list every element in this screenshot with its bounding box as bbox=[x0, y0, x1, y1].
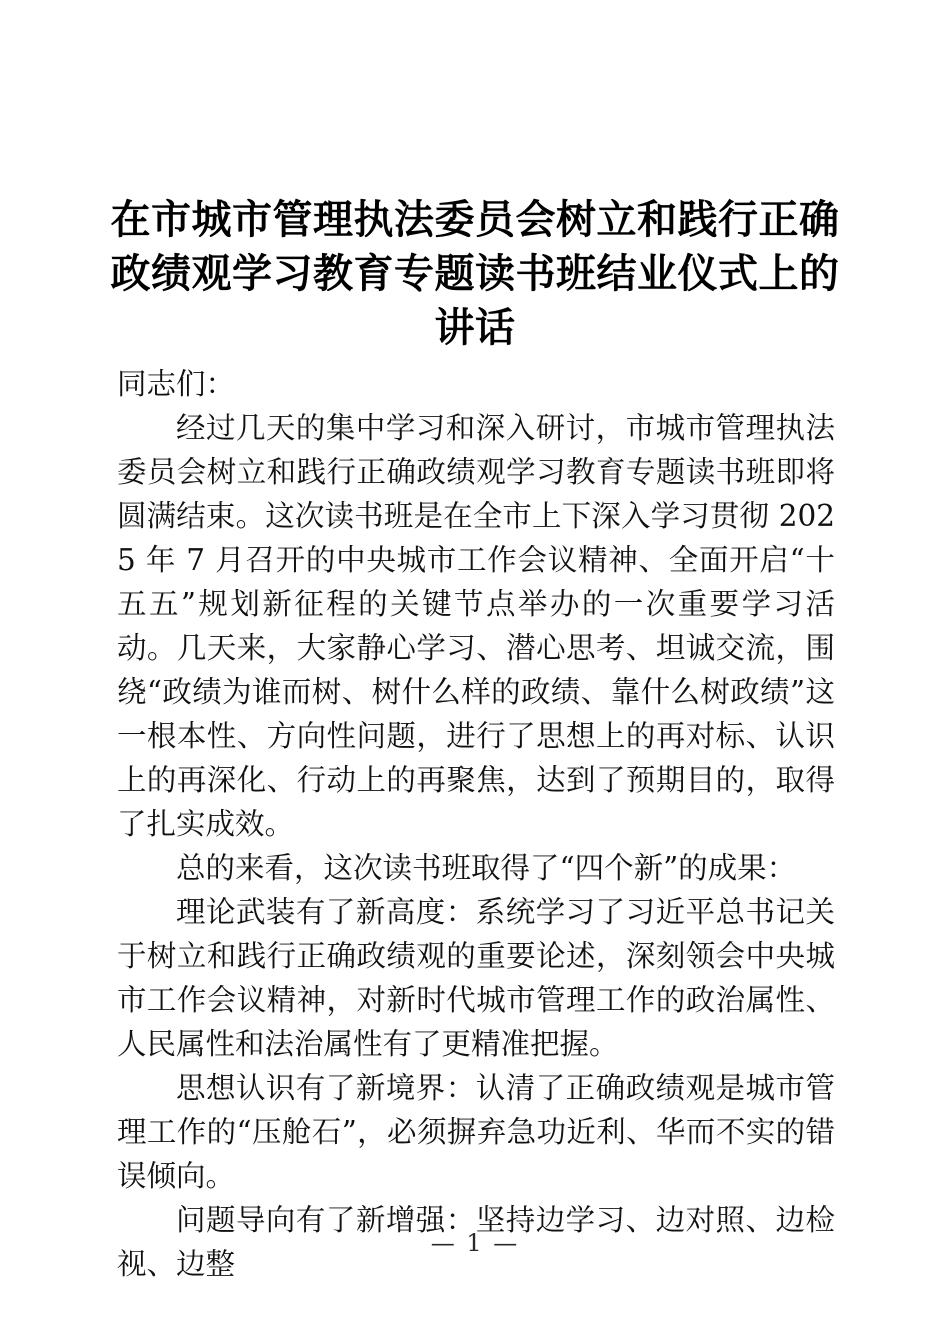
body-paragraph-3: 理论武装有了新高度：系统学习了习近平总书记关于树立和践行正确政绩观的重要论述，深刻领会中央城市工作会议精神，对新时代城市管理工作的政治属性、人民属性和法治属性有了更精准把握。 bbox=[117, 895, 835, 1061]
page-title: 在市城市管理执法委员会树立和践行正确政绩观学习教育专题读书班结业仪式上的讲话 bbox=[110, 195, 840, 351]
page-number-footer: — 1 — bbox=[430, 1229, 520, 1257]
body-paragraph-1: 经过几天的集中学习和深入研讨，市城市管理执法委员会树立和践行正确政绩观学习教育专题读书班即将圆满结束。这次读书班是在全市上下深入学习贯彻 2025 年 7 月召开的中央城市工作会议精神、全面开启“十五五”规划新征程的关键节点举办的一次重要学习活动。几天来，大家静心学习、潜心思考、坦诚交流，围绕“政绩为谁而树、树什么样的政绩、靠什么树政绩”这一根本性、方向性问题，进行了思想上的再对标、认识上的再深化、行动上的再聚焦，达到了预期目的，取得了扎实成效。 bbox=[117, 411, 835, 841]
document-body bbox=[117, 362, 835, 1286]
body-paragraph-5: 问题导向有了新增强：坚持边学习、边对照、边检视、边整 bbox=[117, 1203, 835, 1281]
salutation: 同志们： bbox=[117, 367, 236, 401]
body-paragraph-4: 思想认识有了新境界：认清了正确政绩观是城市管理工作的“压舱石”，必须摒弃急功近利、华而不实的错误倾向。 bbox=[117, 1071, 835, 1193]
body-paragraph-2: 总的来看，这次读书班取得了“四个新”的成果： bbox=[176, 851, 797, 885]
